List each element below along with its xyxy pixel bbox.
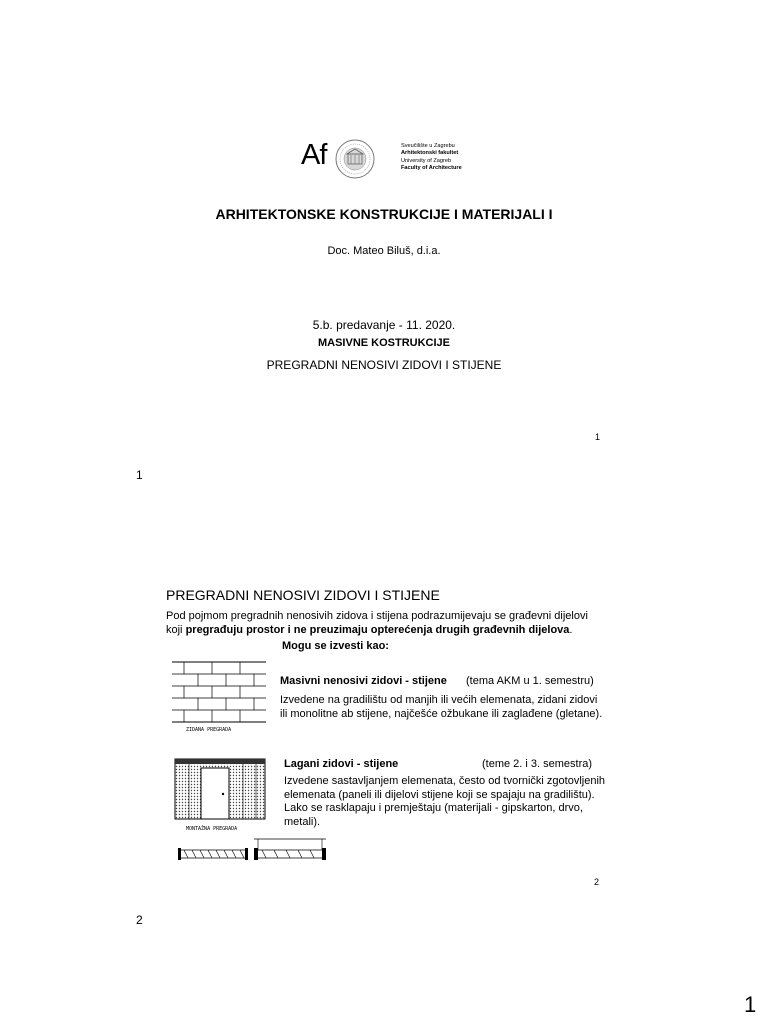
item-description [280,693,610,721]
page-number: 1 [744,992,757,1017]
logo-mark: Af [301,139,327,171]
logo-line-1: Sveučilište u Zagrebu [401,143,455,149]
description-line: elemenata (paneli ili dijelovi stijene koji se spajaju na gradilištu). [284,788,595,801]
description-line: metali). [284,815,321,828]
faculty-logo [298,137,470,181]
logo-line-2: Arhitektonski fakultet [401,150,459,157]
item-title: Lagani zidovi - stijene [284,758,399,770]
intro-text: . [569,624,573,636]
wall-section-figure [178,846,248,862]
author: Doc. Mateo Biluš, d.i.a. [327,245,441,257]
topic-title: MASIVNE KOSTRUKCIJE [317,337,451,349]
logo-text [401,143,462,172]
list-intro: Mogu se izvesti kao: [282,640,389,652]
figure-caption: MONTAŽNA PREGRADA [186,826,238,832]
item-note: (tema AKM u 1. semestru) [466,675,594,687]
slide-heading: PREGRADNI NENOSIVI ZIDOVI I STIJENE [166,587,440,603]
partition-section-figure [254,836,326,864]
description-line: Izvedene na gradilištu od manjih ili većih elemenata, zidani zidovi [280,694,598,706]
mounted-partition-figure [172,756,270,834]
slide-page-mark: 1 [136,468,143,482]
logo-line-3: University of Zagreb [401,157,452,164]
slide-number: 2 [594,877,600,887]
subtopic-title: PREGRADNI NENOSIVI ZIDOVI I STIJENE [266,358,502,372]
figure-caption: ZIDANA PREGRADA [186,727,232,733]
university-seal-icon [335,139,375,179]
slide-number: 1 [595,432,601,442]
item-description [284,775,614,829]
course-title: ARHITEKTONSKE KONSTRUKCIJE I MATERIJALI I [215,206,553,222]
slide-page-mark: 2 [136,913,143,927]
intro-emphasis: pregrađuju prostor i ne preuzimaju opterećenja drugih građevnih dijelova [185,624,570,636]
item-title: Masivni nenosivi zidovi - stijene [280,675,447,687]
logo-line-4: Faculty of Architecture [401,164,462,171]
lecture-info: 5.b. predavanje - 11. 2020. [312,318,456,332]
description-line: Lako se rasklapaju i premještaju (materijali - gipskarton, drvo, [284,802,583,814]
intro-line [166,623,606,637]
description-line: ili monolitne ab stijene, najčešće ožbukane ili zaglađene (gletane). [280,708,603,720]
item-note: (teme 2. i 3. semestra) [482,758,593,770]
intro-text: koji [166,624,186,636]
intro-paragraph [166,609,606,637]
masonry-wall-figure [172,660,270,736]
intro-line: Pod pojmom pregradnih nenosivih zidova i stijena podrazumijevaju se građevni dijelovi [166,610,588,622]
description-line: Izvedene sastavljanjem elemenata, često od tvornički zgotovljenih [284,775,606,787]
